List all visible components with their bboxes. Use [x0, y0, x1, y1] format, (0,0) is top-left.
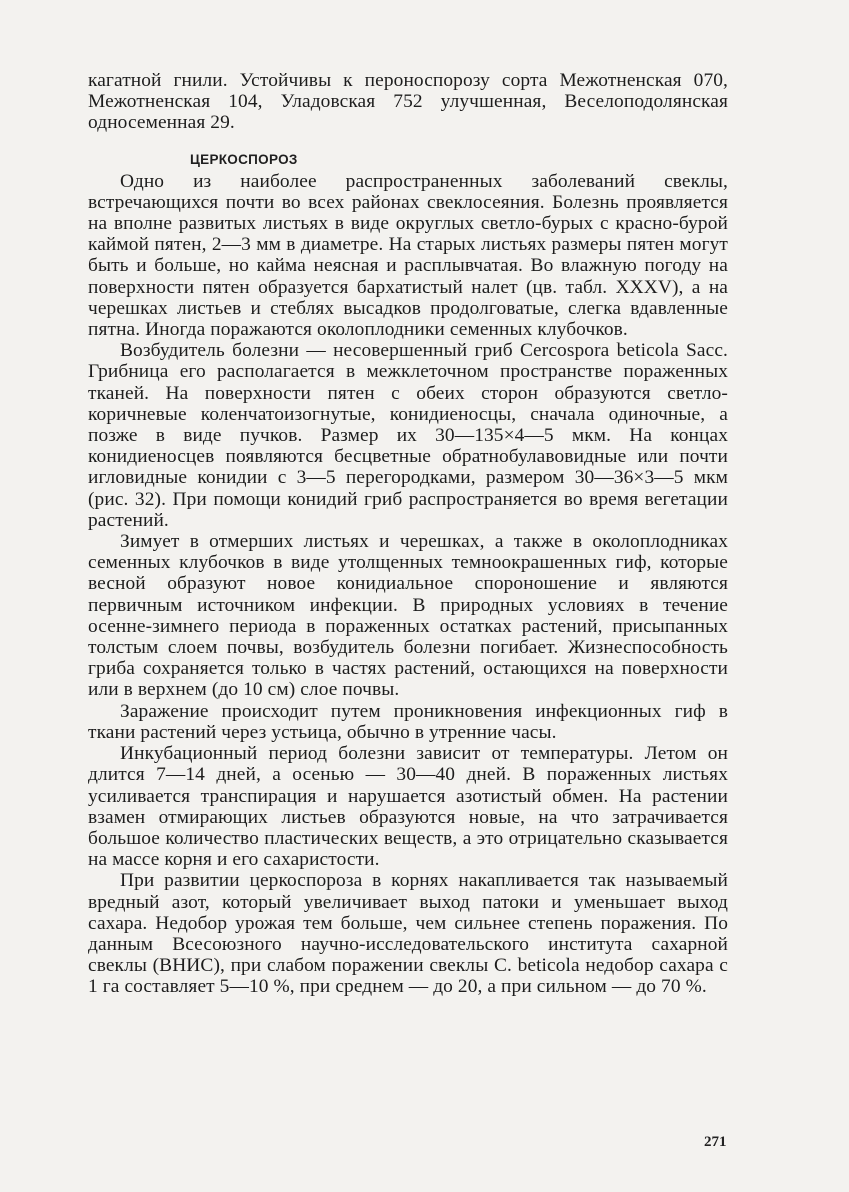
paragraph-incubation: Инкубационный период болезни зависит от температуры. Летом он длится 7—14 дней, а осенью — 30—40 дней. В пораженных листьях усиливается транспирация и нарушается азотистый обмен. На растении взамен отмирающих листьев образуются новые, на что затрачивается большое количество пластических веществ, а это отрицательно сказывается на массе корня и его сахаристости. [88, 743, 728, 871]
page-number: 271 [704, 1134, 727, 1150]
intro-paragraph: кагатной гнили. Устойчивы к пероноспорозу сорта Межотненская 070, Межотненская 104, Уладовская 752 улучшенная, Веселоподолянская односеменная 29. [88, 70, 728, 134]
paragraph-symptoms: Одно из наиболее распространенных заболеваний свеклы, встречающихся почти во всех районах свеклосеяния. Болезнь проявляется на вполне развитых листьях в виде округлых светло-бурых с красно-бурой каймой пятен, 2—3 мм в диаметре. На старых листьях размеры пятен могут быть и больше, но кайма неясная и расплывчатая. Во влажную погоду на поверхности пятен образуется бархатистый налет (цв. табл. XXXV), а на черешках листьев и стеблях высадков продолговатые, слегка вдавленные пятна. Иногда поражаются околоплодники семенных клубочков. [88, 170, 728, 341]
paragraph-damage: При развитии церкоспороза в корнях накапливается так называемый вредный азот, который увеличивает выход патоки и уменьшает выход сахара. Недобор урожая тем больше, чем сильнее степень поражения. По данным Всесоюзного научно-исследовательского института сахарной свеклы (ВНИС), при слабом поражении свеклы C. beticola недобор сахара с 1 га составляет 5—10 %, при среднем — до 20, а при сильном — до 70 %. [88, 870, 728, 998]
paragraph-overwintering: Зимует в отмерших листьях и черешках, а также в околоплодниках семенных клубочков в виде утолщенных темноокрашенных гиф, которые весной образуют новое конидиальное спороношение и являются первичным источником инфекции. В природных условиях в течение осенне-зимнего периода в пораженных остатках растений, присыпанных толстым слоем почвы, возбудитель болезни погибает. Жизнеспособность гриба сохраняется только в частях растений, остающихся на поверхности или в верхнем (до 10 см) слое почвы. [88, 531, 728, 701]
page-text [88, 70, 728, 998]
paragraph-infection: Заражение происходит путем проникновения инфекционных гиф в ткани растений через устьица, обычно в утренние часы. [88, 700, 728, 743]
section-heading: ЦЕРКОСПОРОЗ [190, 151, 298, 167]
paragraph-pathogen: Возбудитель болезни — несовершенный гриб Cercospora beticola Sacc. Грибница его располагается в межклеточном пространстве пораженных тканей. На поверхности пятен с обеих сторон образуются светло-коричневые коленчатоизогнутые, конидиеносцы, сначала одиночные, а позже в виде пучков. Размер их 30—135×4—5 мкм. На концах конидиеносцев появляются бесцветные обратнобулавовидные или почти игловидные конидии с 3—5 перегородками, размером 30—36×3—5 мкм (рис. 32). При помощи конидий гриб распространяется во время вегетации растений. [88, 340, 728, 531]
